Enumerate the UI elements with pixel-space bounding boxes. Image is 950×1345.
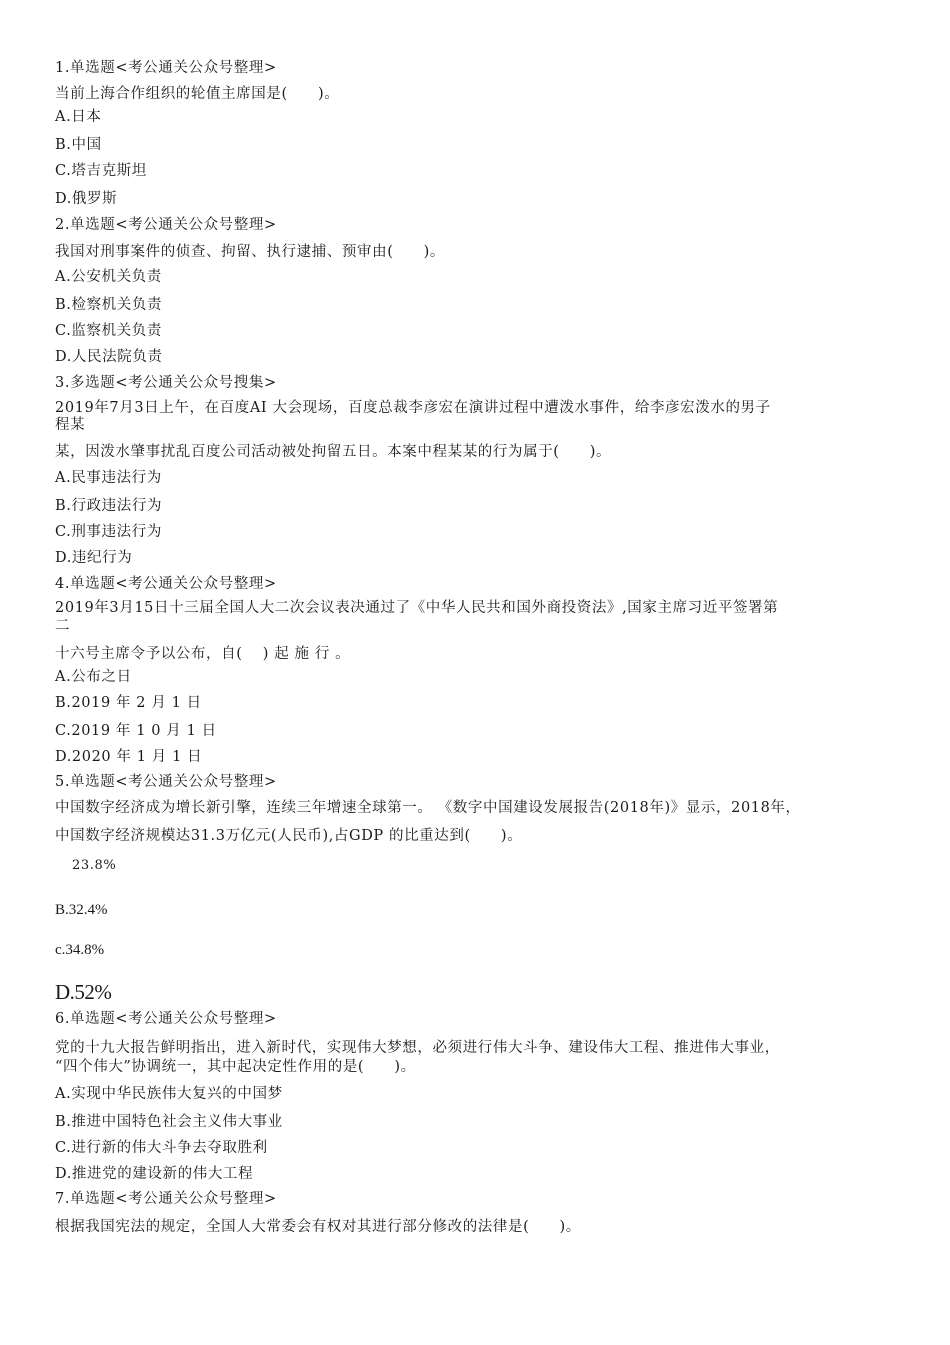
question-4-header: 4.单选题<考公通关公众号整理> bbox=[55, 576, 277, 592]
question-1-header: 1.单选题<考公通关公众号整理> bbox=[55, 60, 277, 76]
question-1-option-c: C.塔吉克斯坦 bbox=[55, 163, 147, 179]
question-5-option-c: c.34.8% bbox=[55, 942, 105, 958]
question-4-option-b: B.2019 年 2 月 1 日 bbox=[55, 695, 202, 711]
question-7-header: 7.单选题<考公通关公众号整理> bbox=[55, 1191, 277, 1207]
question-3-stem-line-3: 某，因泼水肇事扰乱百度公司活动被处拘留五日。本案中程某某的行为属于( )。 bbox=[55, 444, 612, 460]
question-2-option-b: B.检察机关负责 bbox=[55, 297, 163, 313]
question-5-option-a: 23.8% bbox=[72, 858, 117, 873]
question-3-option-b: B.行政违法行为 bbox=[55, 498, 163, 514]
question-4-option-a: A.公布之日 bbox=[55, 669, 132, 685]
question-6-option-a: A.实现中华民族伟大复兴的中国梦 bbox=[55, 1086, 283, 1102]
question-3-header: 3.多选题<考公通关公众号搜集> bbox=[55, 375, 277, 391]
question-6-option-b: B.推进中国特色社会主义伟大事业 bbox=[55, 1114, 283, 1130]
question-4-stem-line-2: 二 bbox=[55, 618, 71, 634]
question-5-option-d: D.52% bbox=[55, 980, 112, 1004]
question-6-option-c: C.进行新的伟大斗争去夺取胜利 bbox=[55, 1140, 268, 1156]
question-2-option-c: C.监察机关负责 bbox=[55, 323, 162, 339]
question-7-stem: 根据我国宪法的规定，全国人大常委会有权对其进行部分修改的法律是( )。 bbox=[55, 1219, 581, 1235]
question-5-stem-line-1: 中国数字经济成为增长新引擎，连续三年增速全球第一。 《数字中国建设发展报告(2018年)》显示，2018年， bbox=[55, 800, 801, 816]
question-6-option-d: D.推进党的建设新的伟大工程 bbox=[55, 1166, 254, 1182]
question-3-option-c: C.刑事违法行为 bbox=[55, 524, 162, 540]
question-4-option-c: C.2019 年 1 0 月 1 日 bbox=[55, 723, 217, 739]
question-4-option-d: D.2020 年 1 月 1 日 bbox=[55, 749, 203, 765]
question-2-option-d: D.人民法院负责 bbox=[55, 349, 163, 365]
question-3-option-d: D.违纪行为 bbox=[55, 550, 133, 566]
question-1-option-a: A.日本 bbox=[55, 109, 102, 125]
question-3-stem-line-2: 程某 bbox=[55, 417, 86, 433]
question-5-option-b: B.32.4% bbox=[55, 902, 108, 918]
question-2-stem: 我国对刑事案件的侦查、拘留、执行逮捕、预审由( )。 bbox=[55, 244, 446, 260]
question-2-option-a: A.公安机关负责 bbox=[55, 269, 162, 285]
question-1-stem: 当前上海合作组织的轮值主席国是( )。 bbox=[55, 86, 340, 102]
question-5-stem-line-2: 中国数字经济规模达31.3万亿元(人民币),占GDP 的比重达到( )。 bbox=[55, 828, 523, 844]
question-6-header: 6.单选题<考公通关公众号整理> bbox=[55, 1011, 277, 1027]
question-1-option-b: B.中国 bbox=[55, 137, 102, 153]
question-6-stem-line-2: “四个伟大”协调统一，其中起决定性作用的是( )。 bbox=[55, 1059, 416, 1075]
question-1-option-d: D.俄罗斯 bbox=[55, 191, 118, 207]
question-2-header: 2.单选题<考公通关公众号整理> bbox=[55, 217, 277, 233]
question-5-header: 5.单选题<考公通关公众号整理> bbox=[55, 774, 277, 790]
question-6-stem-line-1: 党的十九大报告鲜明指出，进入新时代，实现伟大梦想，必须进行伟大斗争、建设伟大工程、推进伟大事业， bbox=[55, 1040, 780, 1056]
question-3-option-a: A.民事违法行为 bbox=[55, 470, 162, 486]
question-4-stem-line-1: 2019年3月15日十三届全国人大二次会议表决通过了《中华人民共和国外商投资法》,国家主席习近平签署第 bbox=[55, 600, 779, 616]
question-3-stem-line-1: 2019年7月3日上午，在百度AI 大会现场，百度总裁李彦宏在演讲过程中遭泼水事件，给李彦宏泼水的男子 bbox=[55, 400, 771, 416]
question-4-stem-line-3: 十六号主席令予以公布，自( ) 起 施 行 。 bbox=[55, 646, 351, 662]
